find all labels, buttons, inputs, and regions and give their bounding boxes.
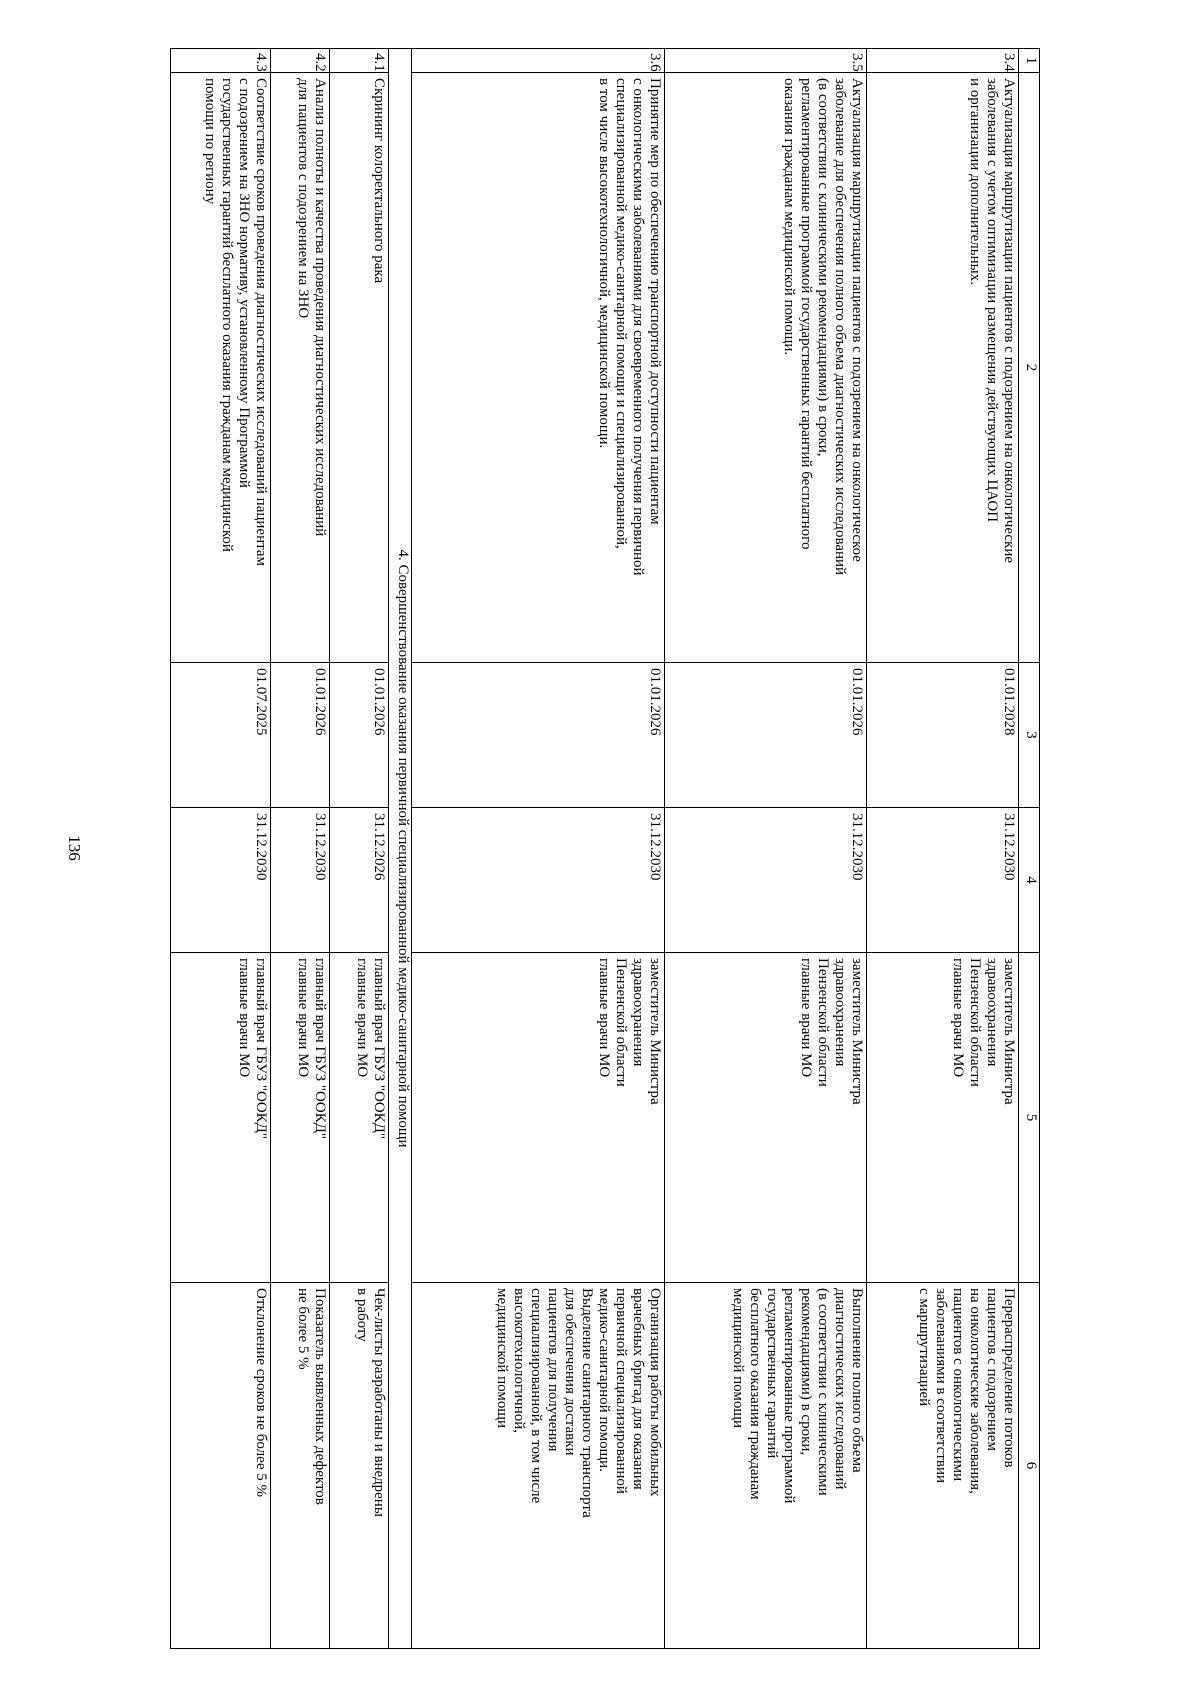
cell-text-line: Принятие мер по обеспечению транспортной доступности пациентам [647,78,664,525]
row-number-cell: 3.6 [411,49,665,73]
end-date-cell: 31.12.2026 [330,808,389,953]
cell-text-line: (в соответствии с клиническими рекомендациями) в сроки, [815,78,832,457]
cell-text-line: Организация работы мобильных [647,1288,664,1497]
cell-text-line: здравоохранения [630,958,647,1067]
cell-text-line: главный врач ГБУЗ "ООКД" [312,958,329,1140]
table-row [330,49,389,1649]
row-number-cell: 4.3 [171,49,271,73]
responsible-cell [867,953,1019,1283]
cell-text-line: не более 5 % [295,1288,312,1370]
responsible-cell [271,953,330,1283]
result-cell [411,1283,665,1649]
cell-text-line: заболевание для обеспечения полного объема диагностических исследований [832,78,849,576]
column-header: 6 [1019,1283,1040,1649]
cell-text-line: Актуализация маршрутизации пациентов с подозрением на онкологическое [849,78,866,562]
end-date-cell: 31.12.2030 [271,808,330,953]
table-row [171,49,271,1649]
cell-text-line: главные врачи МО [295,958,312,1078]
result-cell [665,1283,867,1649]
end-date-cell: 31.12.2030 [867,808,1019,953]
cell-text-line: главный врач ГБУЗ "ООКД" [371,958,388,1140]
cell-text-line: рекомендациями) в сроки, [798,1288,815,1456]
column-header: 1 [1019,49,1040,73]
measure-description-cell [665,73,867,663]
cell-text-line: заместитель Министра [849,958,866,1105]
cell-text-line: главные врачи МО [950,958,966,1078]
row-number-cell: 4.1 [330,49,389,73]
cell-text-line: Выполнение полного объема [849,1288,866,1473]
cell-text-line: пациентов с онкологическими [950,1288,966,1482]
cell-text-line: главные врачи МО [798,958,815,1078]
cell-text-line: регламентированные программой [781,1288,798,1504]
cell-text-line: Пензенской области [613,958,630,1087]
cell-text-line: (в соответствии с клиническими [815,1288,832,1496]
start-date-cell: 01.01.2026 [330,663,389,808]
cell-text-line: Чек-листы разработаны и внедрены [371,1288,388,1517]
cell-text-line: и организации дополнительных. [967,78,983,285]
measure-description-cell [867,73,1019,663]
cell-text-line: диагностических исследований [832,1288,849,1490]
cell-text-line: с онкологическими заболеваниями для своевременного получения первичной [630,78,647,576]
cell-text-line: заболевания с учетом оптимизации размещения действующих ЦАОП [984,78,1000,523]
cell-text-line: главные врачи МО [354,958,371,1078]
column-header: 4 [1019,808,1040,953]
cell-text-line: помощи по региону [202,78,218,205]
cell-text-line: на онкологические заболевания, [967,1288,983,1494]
cell-text-line: для пациентов с подозрением на ЗНО [295,78,312,319]
cell-text-line: Перераспределение потоков [1001,1288,1017,1468]
table-row [271,49,330,1649]
cell-text-line: в работу [354,1288,371,1342]
start-date-cell: 01.01.2026 [665,663,867,808]
page-number: 136 [65,835,84,861]
rotated-table-landscape [170,48,1040,1648]
cell-text-line: с маршрутизацией [916,1288,932,1407]
result-cell [330,1283,389,1649]
responsible-cell [171,953,271,1283]
cell-text-line: специализированной, в том числе [528,1288,545,1504]
start-date-cell: 01.01.2026 [411,663,665,808]
start-date-cell: 01.01.2026 [271,663,330,808]
cell-text-line: Отклонение сроков не более 5 % [253,1288,269,1497]
column-header: 5 [1019,953,1040,1283]
measure-description-cell [271,73,330,663]
cell-text-line: с подозрением на ЗНО нормативу, установленному Программой [236,78,252,488]
row-number-cell: 3.4 [867,49,1019,73]
cell-text-line: главные врачи МО [596,958,613,1078]
table-row [867,49,1019,1649]
cell-text-line: пациентов с подозрением [984,1288,1000,1452]
cell-text-line: оказания гражданам медицинской помощи. [781,78,798,356]
cell-text-line: бесплатного оказания гражданам [747,1288,764,1500]
cell-text-line: государственных гарантий бесплатного оказания гражданам медицинской [219,78,235,552]
column-header: 3 [1019,663,1040,808]
cell-text-line: заместитель Министра [647,958,664,1105]
cell-text-line: здравоохранения [832,958,849,1067]
section-header-row [389,49,412,1649]
cell-text-line: для обеспечения доставки [562,1288,579,1456]
cell-text-line: врачебных бригад для оказания [630,1288,647,1490]
table-row [665,49,867,1649]
table-row [411,49,665,1649]
cell-text-line: главный врач ГБУЗ "ООКД" [253,958,269,1140]
cell-text-line: заболеваниями в соответствии [933,1288,949,1484]
cell-text-line: специализированной медико-санитарной помощи и специализированной, [613,78,630,549]
cell-text-line: Показатель выявленных дефектов [312,1288,329,1505]
cell-text-line: Скрининг колоректального рака [371,78,388,284]
cell-text-line: Соответствие сроков проведения диагностических исследований пациентам [253,78,269,566]
cell-text-line: первичной специализированной [613,1288,630,1494]
cell-text-line: медико-санитарной помощи. [596,1288,613,1472]
row-number-cell: 4.2 [271,49,330,73]
start-date-cell: 01.01.2028 [867,663,1019,808]
table-container [170,48,1040,1648]
measure-description-cell [330,73,389,663]
measure-description-cell [411,73,665,663]
start-date-cell: 01.07.2025 [171,663,271,808]
cell-text-line: медицинской помощи [494,1288,511,1428]
responsible-cell [330,953,389,1283]
cell-text-line: заместитель Министра [1001,958,1017,1105]
cell-text-line: главные врачи МО [236,958,252,1078]
cell-text-line: Анализ полноты и качества проведения диагностических исследований [312,78,329,537]
result-cell [171,1283,271,1649]
column-header: 2 [1019,73,1040,663]
cell-text-line: высокотехнологичной, [511,1288,528,1434]
plan-table [170,48,1040,1649]
cell-text-line: пациентов для получения [545,1288,562,1452]
cell-text-line: Выделение санитарного транспорта [579,1288,596,1518]
section-title: 4. Совершенствование оказания первичной специализированной медико-санитарной помощи [389,49,412,1649]
end-date-cell: 31.12.2030 [411,808,665,953]
result-cell [271,1283,330,1649]
cell-text-line: государственных гарантий [764,1288,781,1459]
cell-text-line: медицинской помощи [730,1288,747,1428]
measure-description-cell [171,73,271,663]
cell-text-line: в том числе высокотехнологичной, медицинской помощи. [596,78,613,449]
result-cell [867,1283,1019,1649]
end-date-cell: 31.12.2030 [171,808,271,953]
responsible-cell [411,953,665,1283]
end-date-cell: 31.12.2030 [665,808,867,953]
column-number-header [1019,49,1040,1649]
cell-text-line: Пензенской области [967,958,983,1087]
cell-text-line: Пензенской области [815,958,832,1087]
row-number-cell: 3.5 [665,49,867,73]
cell-text-line: здравоохранения [984,958,1000,1067]
cell-text-line: регламентированные программой государственных гарантий бесплатного [798,78,815,550]
responsible-cell [665,953,867,1283]
cell-text-line: Актуализация маршрутизации пациентов с подозрением на онкологические [1001,78,1017,564]
